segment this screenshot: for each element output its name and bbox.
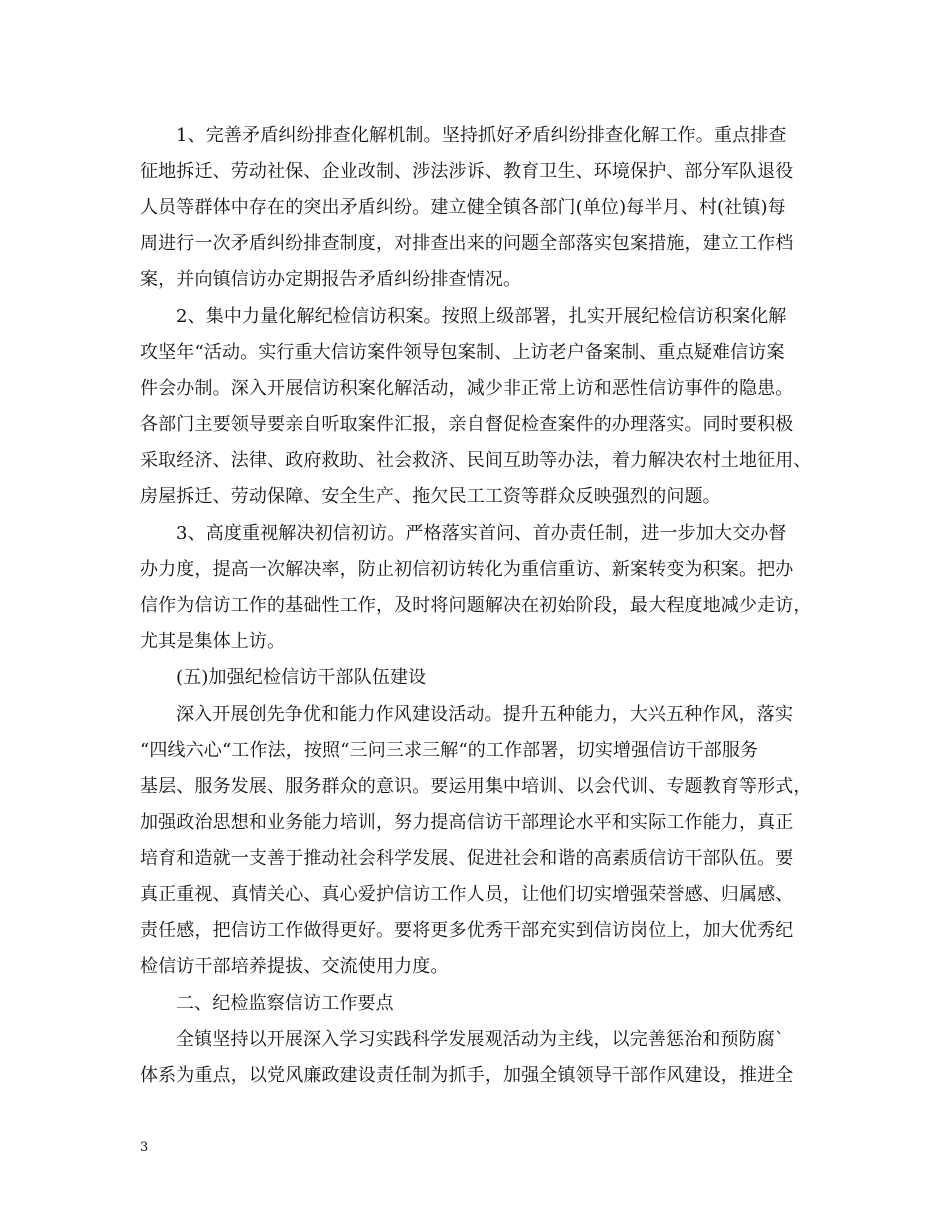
text-line: 加强政治思想和业务能力培训，努力提高信访干部理论水平和实际工作能力，真正 <box>140 812 794 833</box>
text-line: 尤其是集体上访。 <box>140 631 286 652</box>
text-line: 征地拆迁、劳动社保、企业改制、涉法涉诉、教育卫生、环境保护、部分军队退役 <box>140 161 794 182</box>
text-line: 真正重视、真情关心、真心爱护信访工作人员，让他们切实增强荣誉感、归属感、 <box>140 884 794 905</box>
text-line: 信作为信访工作的基础性工作，及时将问题解决在初始阶段，最大程度地减少走访， <box>140 595 812 616</box>
page-number: 3 <box>140 1140 149 1155</box>
text-line: 培育和造就一支善于推动社会科学发展、促进社会和谐的高素质信访干部队伍。要 <box>140 848 794 869</box>
text-line: 二、纪检监察信访工作要点 <box>176 993 394 1014</box>
text-line: 检信访干部培养提拔、交流使用力度。 <box>140 956 449 977</box>
text-line: 1、完善矛盾纠纷排查化解机制。坚持抓好矛盾纠纷排查化解工作。重点排查 <box>176 125 787 146</box>
text-line: 办力度，提高一次解决率，防止初信初访转化为重信重访、新案转变为积案。把办 <box>140 559 794 580</box>
text-line: (五)加强纪检信访干部队伍建设 <box>176 667 427 688</box>
text-line: “四线六心“工作法，按照“三问三求三解“的工作部署，切实增强信访干部服务 <box>140 740 759 761</box>
text-line: 周进行一次矛盾纠纷排查制度，对排查出来的问题全部落实包案措施，建立工作档 <box>140 233 794 254</box>
text-line: 2、集中力量化解纪检信访积案。按照上级部署，扎实开展纪检信访积案化解 <box>176 306 787 327</box>
text-line: 体系为重点，以党风廉政建设责任制为抓手，加强全镇领导干部作风建设，推进全 <box>140 1065 794 1086</box>
text-line: 全镇坚持以开展深入学习实践科学发展观活动为主线，以完善惩治和预防腐` <box>176 1029 785 1050</box>
text-line: 人员等群体中存在的突出矛盾纠纷。建立健全镇各部门(单位)每半月、村(社镇)每 <box>140 197 786 218</box>
text-line: 采取经济、法律、政府救助、社会救济、民间互助等办法，着力解决农村土地征用、 <box>140 450 812 471</box>
text-line: 攻坚年“活动。实行重大信访案件领导包案制、上访老户备案制、重点疑难信访案 <box>140 342 785 363</box>
text-line: 各部门主要领导要亲自听取案件汇报，亲自督促检查案件的办理落实。同时要积极 <box>140 414 794 435</box>
text-line: 3、高度重视解决初信初访。严格落实首问、首办责任制，进一步加大交办督 <box>176 523 787 544</box>
text-line: 件会办制。深入开展信访积案化解活动，减少非正常上访和恶性信访事件的隐患。 <box>140 378 794 399</box>
text-line: 案，并向镇信访办定期报告矛盾纠纷排查情况。 <box>140 269 522 290</box>
text-line: 基层、服务发展、服务群众的意识。要运用集中培训、以会代训、专题教育等形式， <box>140 776 812 797</box>
text-line: 房屋拆迁、劳动保障、安全生产、拖欠民工工资等群众反映强烈的问题。 <box>140 486 721 507</box>
text-line: 责任感，把信访工作做得更好。要将更多优秀干部充实到信访岗位上，加大优秀纪 <box>140 920 794 941</box>
text-line: 深入开展创先争优和能力作风建设活动。提升五种能力，大兴五种作风，落实 <box>176 704 794 725</box>
